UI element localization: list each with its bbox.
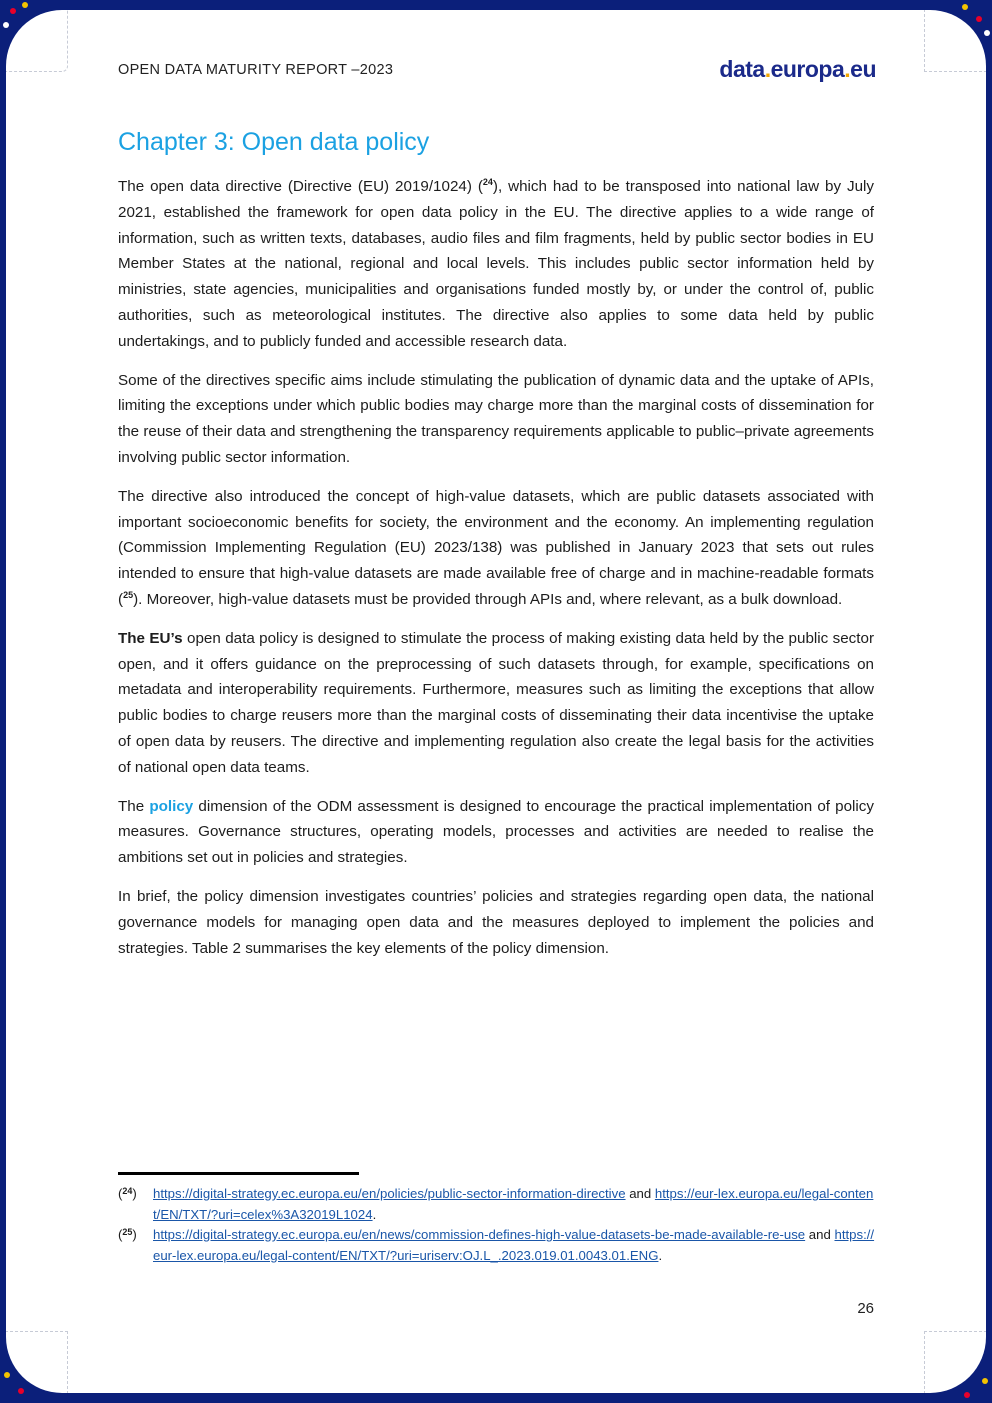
footnote-text: https://digital-strategy.ec.europa.eu/en/policies/public-sector-information-directive and https://eur-lex.europa.eu/legal-content/EN/TXT/?uri=celex%3A32019L1024.: [153, 1186, 874, 1222]
footnote-ref[interactable]: 24: [482, 176, 493, 187]
footnote-25: [118, 1225, 878, 1266]
text-run: dimension of the ODM assessment is designed to encourage the practical implementation of policy measures. Governance structures, operating models, processes and activities are needed to realise the ambitions set out in policies and strategies.: [118, 797, 874, 867]
page-number: 26: [857, 1300, 874, 1317]
paragraph: [118, 626, 874, 781]
decor-dot: [22, 2, 28, 8]
text-run: ), which had to be transposed into national law by July 2021, established the framework for open data policy in the EU. The directive applies to a wide range of information, such as written texts, databases, audio files and film fragments, held by public sector bodies in EU Member States at the national, regional and local levels. This includes public sector information held by ministries, state agencies, municipalities and organisations funded mostly by, or under the control of, public authorities, such as meteorological institutes. The directive also applies to some data held by public undertakings, and to publicly funded and accessible research data.: [118, 178, 874, 350]
text-run: ). Moreover, high-value datasets must be provided through APIs and, where relevant, as a bulk download.: [133, 590, 843, 608]
corner-mark: [924, 10, 986, 72]
footnote-separator: [118, 1172, 359, 1175]
footnote-number: ($^{24}$): [118, 1186, 137, 1201]
keyword-policy: policy: [149, 797, 194, 815]
paragraph: In brief, the policy dimension investigates countries’ policies and strategies regarding open data, the national governance models for managing open data and the measures deployed to implement the policies and strategies. Table 2 summarises the key elements of the policy dimension.: [118, 887, 874, 957]
text-run: The: [118, 797, 150, 815]
footnote-text: https://digital-strategy.ec.europa.eu/en/news/commission-defines-high-value-datasets-be-made-available-re-use and https://eur-lex.europa.eu/legal-content/EN/TXT/?uri=uriserv:OJ.L_.2023.019.01.0043.01.ENG.: [153, 1227, 875, 1263]
bold-text: The EU’s: [118, 629, 183, 647]
footnote-link[interactable]: https://digital-strategy.ec.europa.eu/en/news/commission-defines-high-value-datasets-be-made-available-re-use: [153, 1227, 806, 1242]
text-run: The open data directive (Directive (EU) 2019/1024) (: [118, 178, 483, 195]
running-header-title: OPEN DATA MATURITY REPORT –2023: [118, 62, 394, 78]
footnote-ref[interactable]: 25: [123, 589, 134, 600]
corner-mark: [6, 1331, 68, 1393]
corner-mark: [924, 1331, 986, 1393]
body-text: [118, 174, 874, 974]
footnote-link[interactable]: https://digital-strategy.ec.europa.eu/en/policies/public-sector-information-directive: [153, 1186, 626, 1201]
footnotes: [118, 1184, 878, 1266]
document-page: [6, 10, 986, 1393]
paragraph: [118, 794, 874, 871]
footnote-link[interactable]: https://eur-lex.europa.eu/legal-content/EN/TXT/?uri=celex%3A32019L1024: [153, 1186, 874, 1222]
footnote-24: [118, 1184, 878, 1225]
logo-text: data: [719, 56, 765, 82]
logo-dot: .: [844, 56, 851, 82]
paragraph: [118, 484, 874, 613]
text-run: The directive also introduced the concept of high-value datasets, which are public datasets associated with important socioeconomic benefits for society, the environment and the economy. An implementing regulation (Commission Implementing Regulation (EU) 2023/138) was published in January 2023 that sets out rules intended to ensure that high-value datasets are made available free of charge and in machine-readable formats (: [118, 487, 874, 608]
footnote-number: ($^{25}$): [118, 1227, 137, 1242]
logo-dot: .: [764, 56, 771, 82]
logo-text: europa: [770, 56, 845, 82]
paragraph: [118, 174, 874, 355]
footnote-link[interactable]: https://eur-lex.europa.eu/legal-content/EN/TXT/?uri=uriserv:OJ.L_.2023.019.01.0043.01.ENG: [153, 1227, 875, 1263]
chapter-title: Chapter 3: Open data policy: [118, 128, 430, 156]
corner-mark: [6, 10, 68, 72]
paragraph: Some of the directives specific aims include stimulating the publication of dynamic data and the uptake of APIs, limiting the exceptions under which public bodies may charge more than the marginal costs of dissemination for the reuse of their data and strengthening the transparency requirements applicable to public–private agreements involving public sector information.: [118, 371, 874, 466]
logo-text: eu: [850, 56, 876, 82]
data-europa-logo: [719, 56, 876, 83]
text-run: open data policy is designed to stimulate the process of making existing data held by the public sector open, and it offers guidance on the preprocessing of such datasets through, for example, specifications on metadata and interoperability requirements. Furthermore, measures such as limiting the exceptions that allow public bodies to charge reusers more than the marginal costs of disseminating their data incentivise the uptake of open data by reusers. The directive and implementing regulation also create the legal basis for the activities of national open data teams.: [118, 629, 874, 776]
